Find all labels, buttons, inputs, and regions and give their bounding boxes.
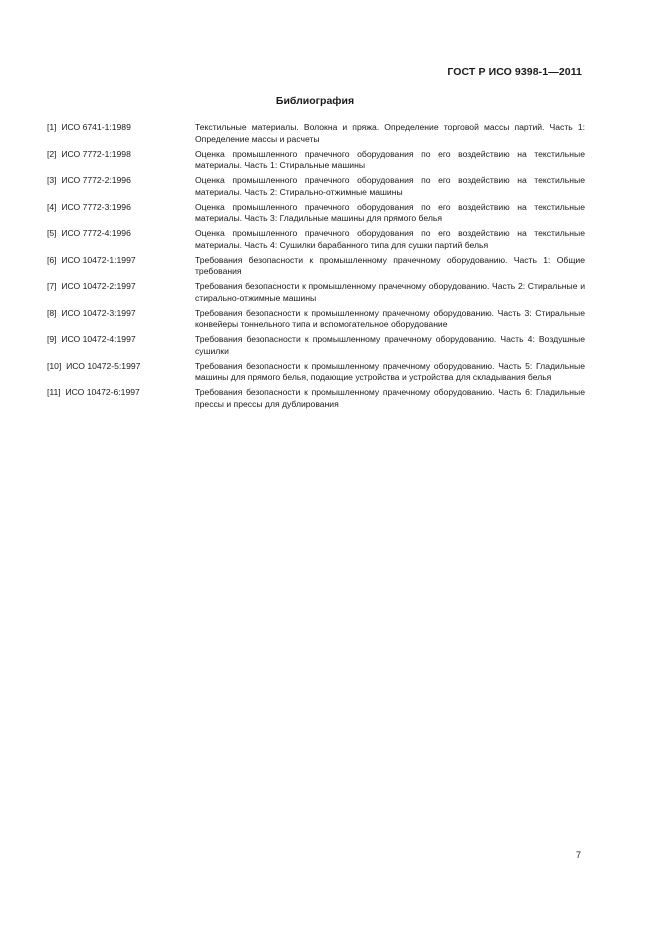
bibliography-entry: [47, 387, 585, 410]
bibliography-entry: [47, 308, 585, 331]
entry-reference: [8] ИСО 10472-3:1997: [47, 307, 136, 318]
entry-description: Текстильные материалы. Волокна и пряжа. Определение торговой массы партий. Часть 1: Определение массы и расчеты: [195, 122, 585, 144]
entry-reference: [10] ИСО 10472-5:1997: [47, 360, 141, 371]
entry-description: Оценка промышленного прачечного оборудования по его воздействию на текстильные материалы. Часть 3: Гладильные машины для прямого белья: [195, 201, 585, 223]
bibliography-entry: [47, 361, 585, 384]
entry-description: Требования безопасности к промышленному прачечному оборудованию. Часть 4: Воздушные сушилки: [195, 334, 585, 356]
entry-reference: [9] ИСО 10472-4:1997: [47, 334, 136, 344]
page-number: 7: [575, 850, 581, 860]
entry-description: Требования безопасности к промышленному прачечному оборудованию. Часть 5: Гладильные машины для прямого белья, подающие устройства и устройства для складывания белья: [195, 360, 585, 382]
page-title: Библиография: [275, 95, 355, 107]
bibliography-entry: [47, 228, 585, 251]
entry-reference: [4] ИСО 7772-3:1996: [47, 201, 131, 212]
entry-description: Требования безопасности к промышленному прачечному оборудованию. Часть 3: Стиральные конвейеры тоннельного типа и вспомогательное оборудование: [195, 307, 585, 329]
bibliography-entry: [47, 202, 585, 225]
entry-reference: [5] ИСО 7772-4:1996: [47, 228, 131, 238]
entry-reference: [1] ИСО 6741-1:1989: [47, 122, 131, 132]
bibliography-entry: [47, 334, 585, 357]
entry-reference: [3] ИСО 7772-2:1996: [47, 175, 131, 185]
entry-description: Требования безопасности к промышленному прачечному оборудованию. Часть 6: Гладильные прессы и прессы для дублирования: [195, 387, 585, 409]
entry-description: Оценка промышленного прачечного оборудования по его воздействию на текстильные материалы. Часть 1: Стиральные машины: [195, 148, 585, 170]
bibliography-entry: [47, 149, 585, 172]
entry-reference: [7] ИСО 10472-2:1997: [47, 281, 136, 291]
entry-description: Требования безопасности к промышленному прачечному оборудованию. Часть 2: Стиральные и стирально-отжимные машины: [195, 281, 585, 303]
bibliography-entry: [47, 281, 585, 304]
entry-description: Оценка промышленного прачечного оборудования по его воздействию на текстильные материалы. Часть 2: Стирально-отжимные машины: [195, 175, 585, 197]
bibliography-entry: [47, 122, 585, 145]
entry-reference: [2] ИСО 7772-1:1998: [47, 148, 131, 159]
entry-description: Оценка промышленного прачечного оборудования по его воздействию на текстильные материалы. Часть 4: Сушилки барабанного типа для сушки партий белья: [195, 228, 585, 250]
entry-description: Требования безопасности к промышленному прачечному оборудованию. Часть 1: Общие требования: [195, 254, 585, 276]
entry-reference: [6] ИСО 10472-1:1997: [47, 254, 136, 265]
document-code: ГОСТ Р ИСО 9398-1—2011: [447, 66, 582, 78]
bibliography-entry: [47, 255, 585, 278]
bibliography-list: [47, 122, 585, 414]
bibliography-entry: [47, 175, 585, 198]
entry-reference: [11] ИСО 10472-6:1997: [47, 387, 140, 397]
